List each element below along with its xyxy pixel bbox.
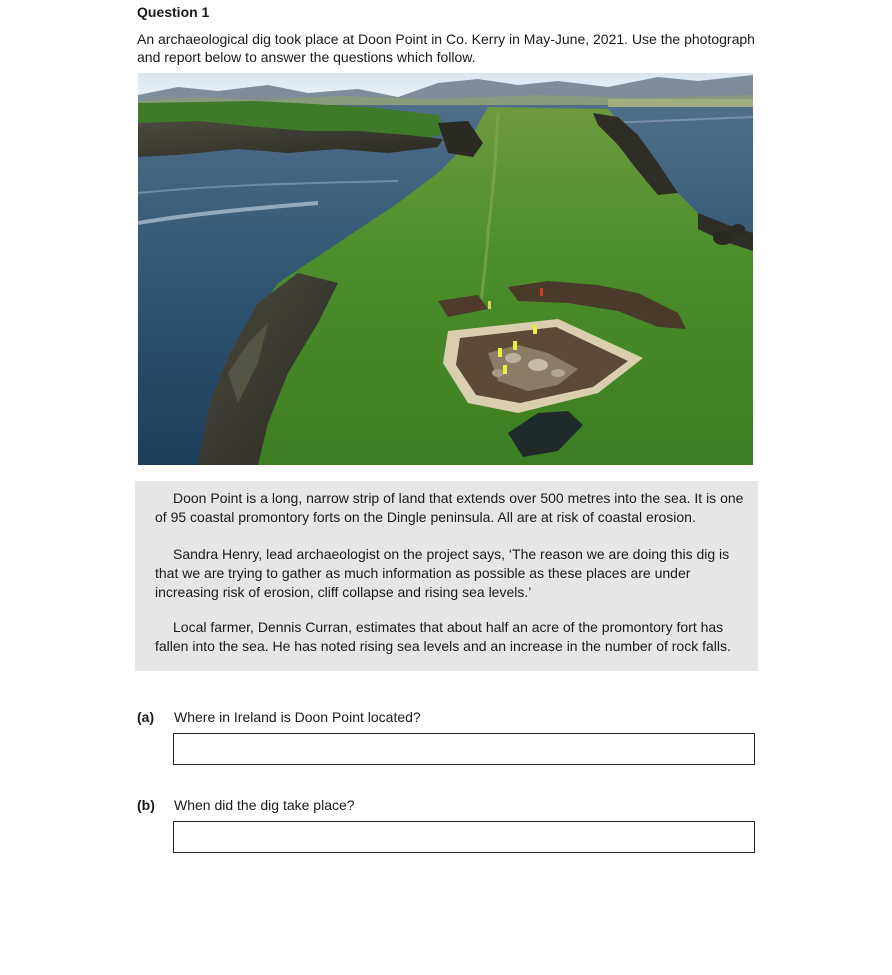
report-paragraph: Sandra Henry, lead archaeologist on the project says, ‘The reason we are doing this dig is that we are trying to gather as much information as possible as these places are under increasing risk of erosion, cliff collapse and rising sea levels.’	[155, 546, 730, 600]
dig-site-photo	[138, 73, 753, 465]
part-b-answer-box[interactable]	[173, 821, 755, 853]
part-a-label: (a)	[137, 709, 155, 725]
aerial-photo-illustration	[138, 73, 753, 465]
question-heading: Question 1	[137, 4, 210, 20]
part-b-prompt: When did the dig take place?	[174, 797, 355, 813]
part-a-answer-box[interactable]	[173, 733, 755, 765]
report-box	[135, 481, 758, 671]
report-paragraph: Local farmer, Dennis Curran, estimates that about half an acre of the promontory fort has fallen into the sea. He has noted rising sea levels and an increase in the number of rock falls.	[155, 619, 731, 654]
part-b-label: (b)	[137, 797, 155, 813]
question-intro: An archaeological dig took place at Doon Point in Co. Kerry in May-June, 2021. Use the photograph and report below to answer the questions which follow.	[137, 31, 755, 65]
part-a-prompt: Where in Ireland is Doon Point located?	[174, 709, 421, 725]
report-paragraph: Doon Point is a long, narrow strip of land that extends over 500 metres into the sea. It is one of 95 coastal promontory forts on the Dingle peninsula. All are at risk of coastal erosion.	[155, 490, 744, 525]
